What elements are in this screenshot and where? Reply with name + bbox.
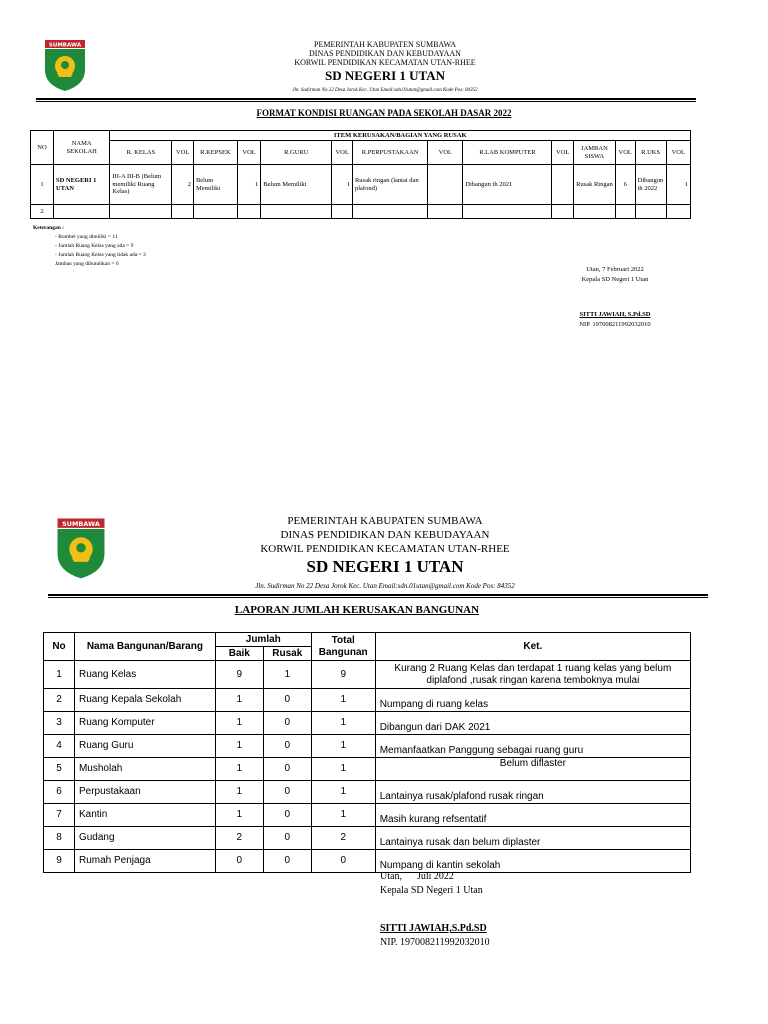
cell-nama: Perpustakaan [74,781,215,804]
cell: 6 [615,165,635,205]
cell-no: 1 [44,661,75,689]
address-line: Jln. Sudirman No 22 Desa Jorok Kec. Utan Email:sdn.01utan@gmail.com Kode Pos: 84352 [255,582,515,590]
table-row [44,781,691,804]
cell-nama: Ruang Komputer [74,712,215,735]
cell [237,205,260,219]
signer-name: SITTI JAWIAH,S.Pd.SD [380,923,487,934]
letterhead-rule [36,98,696,102]
cell-total: 1 [311,689,375,712]
cell-nama: Gudang [74,827,215,850]
col-header: R.PERPUSTAKAAN [352,141,427,165]
keterangan-item: - Jumlah Ruang Kelas yang tidak ada = 3 [55,252,146,258]
cell [261,205,332,219]
cell-no: 5 [44,758,75,781]
cell-baik: 1 [215,735,263,758]
school-name: SD NEGERI 1 UTAN [324,67,446,83]
keterangan-item: - Jumlah Ruang Kelas yang ada = 9 [55,243,134,249]
col-header: VOL [172,141,194,165]
place-date: Utan, 7 Februari 2022 [586,266,644,273]
table-row [44,661,691,689]
cell [463,205,552,219]
col-header: R.LAB KOMPUTER [463,141,552,165]
room-condition-table [30,130,691,219]
cell-no: 1 [31,165,54,205]
cell-rusak: 0 [263,712,311,735]
cell-ket: Lantainya rusak dan belum diplaster [375,827,690,850]
cell-no: 9 [44,850,75,873]
sumbawa-logo-icon [54,518,108,580]
cell-rusak: 0 [263,804,311,827]
doc1-title: FORMAT KONDISI RUANGAN PADA SEKOLAH DASAR 2022 [256,108,512,118]
cell-nama: Ruang Kelas [74,661,215,689]
cell-ket: Masih kurang refsentatif [375,804,690,827]
cell-ket: Numpang di kantin sekolah [375,850,690,873]
item-damage-header: ITEM KERUSAKAN/BAGIAN YANG RUSAK [110,131,691,141]
col-header: VOL [428,141,463,165]
col-total-header: Total Bangunan [311,633,375,661]
signer-name: SITTI JAWIAH, S.Pd.SD [579,311,651,318]
signer-position: Kepala SD Negeri 1 Utan [581,276,649,283]
cell-no: 8 [44,827,75,850]
keterangan-item: - Rombel yang dimiliki = 11 [55,234,118,240]
cell: 1 [332,165,353,205]
cell-baik: 2 [215,827,263,850]
cell [193,205,237,219]
letterhead-rule [48,594,708,598]
cell-total: 0 [311,850,375,873]
col-header: VOL [332,141,353,165]
cell [428,205,463,219]
table-row [44,804,691,827]
cell [574,205,616,219]
col-baik-header: Baik [215,647,263,661]
cell-no: 3 [44,712,75,735]
cell [428,165,463,205]
cell-nama: Rumah Penjaga [74,850,215,873]
cell-baik: 1 [215,689,263,712]
building-damage-table [43,632,691,873]
cell-rusak: 0 [263,689,311,712]
cell-school [53,205,109,219]
cell-nama: Musholah [74,758,215,781]
table-row [44,735,691,758]
col-header: R. KELAS [110,141,172,165]
cell: 1 [237,165,260,205]
dinas-title: DINAS PENDIDIKAN DAN KEBUDAYAAN [309,49,461,59]
cell-baik: 1 [215,712,263,735]
cell-no: 7 [44,804,75,827]
cell-no: 4 [44,735,75,758]
cell: Dibangun th 2022 [635,165,666,205]
place-date: Utan, Juli 2022 [380,871,454,882]
cell-rusak: 0 [263,827,311,850]
cell-nama: Kantin [74,804,215,827]
cell-nama: Ruang Guru [74,735,215,758]
cell: Rusak Ringan [574,165,616,205]
col-header: R.KEPSEK [193,141,237,165]
cell-no: 2 [44,689,75,712]
col-header: VOL [615,141,635,165]
cell-baik: 1 [215,758,263,781]
cell-ket: Memanfaatkan Panggung sebagai ruang guru [375,735,690,758]
cell [352,205,427,219]
cell-rusak: 0 [263,850,311,873]
col-jumlah-header: Jumlah [215,633,311,647]
col-no-header: No [44,633,75,661]
cell [615,205,635,219]
korwil-title: KORWIL PENDIDIKAN KECAMATAN UTAN-RHEE [294,58,476,68]
cell: 1 [666,165,690,205]
cell [552,165,574,205]
table-row [31,165,691,205]
col-no-header: NO [31,131,54,165]
cell-total: 1 [311,781,375,804]
korwil-title: KORWIL PENDIDIKAN KECAMATAN UTAN-RHEE [260,543,510,555]
signer-nip: NIP. 197008211992032010 [380,937,490,948]
col-header: JAMBAN SISWA [574,141,616,165]
cell-nama: Ruang Kepala Sekolah [74,689,215,712]
gov-title: PEMERINTAH KABUPATEN SUMBAWA [314,40,456,49]
dinas-title: DINAS PENDIDIKAN DAN KEBUDAYAAN [280,529,490,541]
table-row [44,689,691,712]
school-name: SD NEGERI 1 UTAN [306,557,464,576]
table-row [44,850,691,873]
cell-total: 9 [311,661,375,689]
logo-caption: SUMBAWA [48,42,82,49]
cell-baik: 1 [215,781,263,804]
col-header: R.UKS [635,141,666,165]
col-header: VOL [237,141,260,165]
keterangan-item: Jamban yang dibutuhkan = 6 [55,261,119,267]
cell: III-A III-B (Belum memiliki Ruang Kelas) [110,165,172,205]
signer-nip: NIP. 197008211992032010 [579,321,651,328]
cell-rusak: 1 [263,661,311,689]
col-header: R.GURU [261,141,332,165]
cell [666,205,690,219]
cell-total: 1 [311,712,375,735]
cell-ket: Dibangun dari DAK 2021 [375,712,690,735]
cell-rusak: 0 [263,758,311,781]
cell: Dibangun th 2021 [463,165,552,205]
logo-caption: SUMBAWA [62,519,100,528]
cell-no: 6 [44,781,75,804]
signer-position: Kepala SD Negeri 1 Utan [380,885,483,896]
col-ket-header: Ket. [375,633,690,661]
cell-total: 2 [311,827,375,850]
col-header: VOL [552,141,574,165]
cell-rusak: 0 [263,735,311,758]
cell: Belum Memiliki [193,165,237,205]
col-nama-header: Nama Bangunan/Barang [74,633,215,661]
table-row [44,827,691,850]
table-row [31,205,691,219]
cell-ket: Numpang di ruang kelas [375,689,690,712]
address-line: Jln. Sudirman No 22 Desa Jorok Kec. Utan Email:sdn.01utan@gmail.com Kode Pos: 84352 [292,87,478,93]
cell [110,205,172,219]
cell-total: 1 [311,735,375,758]
cell-total: 1 [311,804,375,827]
cell-school: SD NEGERI 1 UTAN [53,165,109,205]
cell [332,205,353,219]
cell-no: 2 [31,205,54,219]
cell: 2 [172,165,194,205]
doc2-title: LAPORAN JUMLAH KERUSAKAN BANGUNAN [234,604,480,616]
cell-baik: 0 [215,850,263,873]
cell-baik: 9 [215,661,263,689]
cell-ket: Kurang 2 Ruang Kelas dan terdapat 1 ruang kelas yang belum diplafond ,rusak ringan karena temboknya mulai [375,661,690,689]
col-school-header: NAMA SEKOLAH [53,131,109,165]
cell: Belum Memiliki [261,165,332,205]
cell-rusak: 0 [263,781,311,804]
cell-total: 1 [311,758,375,781]
cell-ket: Lantainya rusak/plafond rusak ringan [375,781,690,804]
cell [635,205,666,219]
cell: Rusak ringan (lantai dan plafond) [352,165,427,205]
col-header: VOL [666,141,690,165]
col-rusak-header: Rusak [263,647,311,661]
keterangan-label: Keterangan : [33,225,65,231]
cell [552,205,574,219]
cell-baik: 1 [215,804,263,827]
cell [172,205,194,219]
cell-ket: Belum diflaster [375,758,690,781]
gov-title: PEMERINTAH KABUPATEN SUMBAWA [287,515,483,527]
table-row [44,758,691,781]
sumbawa-logo-icon [42,40,88,92]
table-row [44,712,691,735]
